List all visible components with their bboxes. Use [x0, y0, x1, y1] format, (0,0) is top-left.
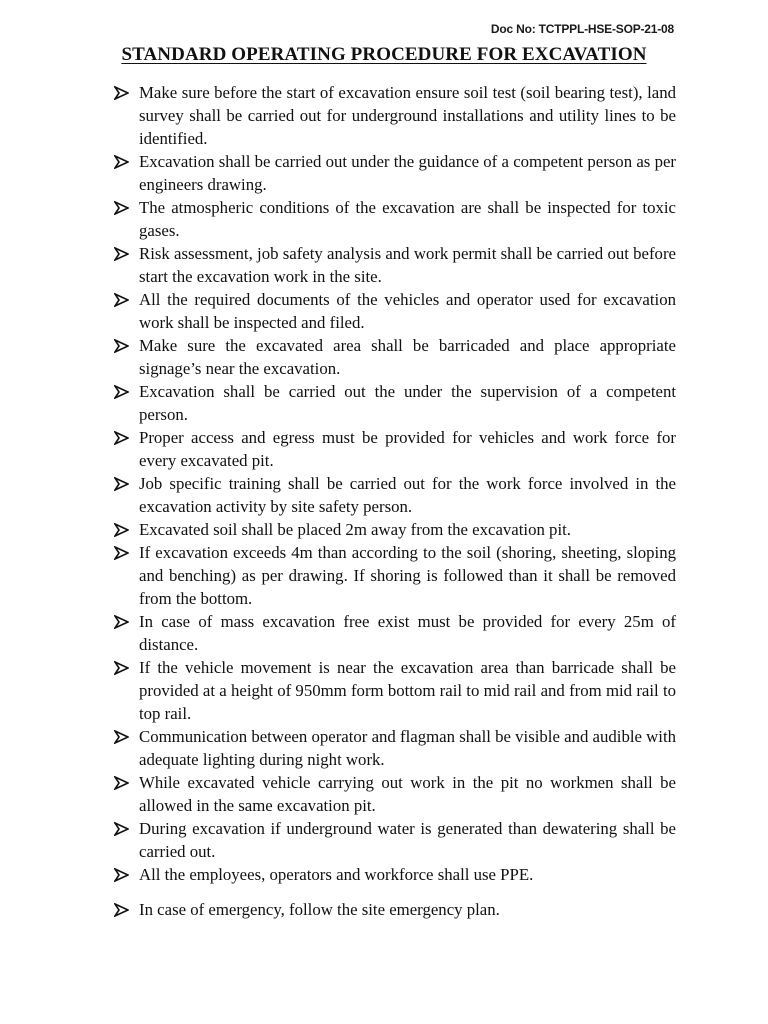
procedure-item — [114, 196, 676, 242]
arrowhead-bullet-icon — [114, 863, 132, 886]
arrowhead-bullet-icon — [114, 725, 132, 748]
arrowhead-bullet-icon — [114, 656, 132, 679]
procedure-item-text: Communication between operator and flagman shall be visible and audible with adequate lighting during night work. — [139, 727, 676, 769]
procedure-item-text: Risk assessment, job safety analysis and work permit shall be carried out before start the excavation work in the site. — [139, 244, 676, 286]
procedure-item-text: Excavation shall be carried out the under the supervision of a competent person. — [139, 382, 676, 424]
procedure-list — [114, 81, 676, 921]
procedure-item-text: In case of mass excavation free exist must be provided for every 25m of distance. — [139, 612, 676, 654]
procedure-item — [114, 898, 676, 921]
arrowhead-bullet-icon — [114, 380, 132, 403]
arrowhead-bullet-icon — [114, 288, 132, 311]
procedure-item — [114, 380, 676, 426]
procedure-item — [114, 150, 676, 196]
procedure-item — [114, 288, 676, 334]
procedure-item — [114, 610, 676, 656]
arrowhead-bullet-icon — [114, 334, 132, 357]
procedure-item — [114, 817, 676, 863]
procedure-item — [114, 334, 676, 380]
procedure-item — [114, 725, 676, 771]
procedure-item — [114, 518, 676, 541]
procedure-item — [114, 656, 676, 725]
procedure-item — [114, 472, 676, 518]
procedure-item-text: Excavated soil shall be placed 2m away from the excavation pit. — [139, 520, 571, 539]
procedure-item-text: Proper access and egress must be provided for vehicles and work force for every excavated pit. — [139, 428, 676, 470]
procedure-item-text: During excavation if underground water is generated than dewatering shall be carried out. — [139, 819, 676, 861]
arrowhead-bullet-icon — [114, 518, 132, 541]
procedure-item-text: All the required documents of the vehicles and operator used for excavation work shall be inspected and filed. — [139, 290, 676, 332]
procedure-item-text: Excavation shall be carried out under the guidance of a competent person as per engineers drawing. — [139, 152, 676, 194]
arrowhead-bullet-icon — [114, 196, 132, 219]
procedure-item — [114, 541, 676, 610]
procedure-item-text: The atmospheric conditions of the excavation are shall be inspected for toxic gases. — [139, 198, 676, 240]
procedure-item — [114, 242, 676, 288]
arrowhead-bullet-icon — [114, 150, 132, 173]
arrowhead-bullet-icon — [114, 472, 132, 495]
arrowhead-bullet-icon — [114, 771, 132, 794]
document-number: Doc No: TCTPPL-HSE-SOP-21-08 — [490, 22, 674, 36]
procedure-item-text: If the vehicle movement is near the excavation area than barricade shall be provided at a height of 950mm form bottom rail to mid rail and from mid rail to top rail. — [139, 658, 676, 723]
procedure-item-text: While excavated vehicle carrying out work in the pit no workmen shall be allowed in the same excavation pit. — [139, 773, 676, 815]
procedure-item-text: Job specific training shall be carried out for the work force involved in the excavation activity by site safety person. — [139, 474, 676, 516]
arrowhead-bullet-icon — [114, 898, 132, 921]
arrowhead-bullet-icon — [114, 426, 132, 449]
procedure-item-text: In case of emergency, follow the site emergency plan. — [139, 900, 500, 919]
arrowhead-bullet-icon — [114, 610, 132, 633]
procedure-item-text: Make sure the excavated area shall be barricaded and place appropriate signage’s near the excavation. — [139, 336, 676, 378]
arrowhead-bullet-icon — [114, 81, 132, 104]
procedure-item-text: If excavation exceeds 4m than according to the soil (shoring, sheeting, sloping and benching) as per drawing. If shoring is followed than it shall be removed from the bottom. — [139, 543, 676, 608]
procedure-item-text: All the employees, operators and workforce shall use PPE. — [139, 865, 534, 884]
arrowhead-bullet-icon — [114, 541, 132, 564]
procedure-item — [114, 771, 676, 817]
procedure-item — [114, 81, 676, 150]
arrowhead-bullet-icon — [114, 242, 132, 265]
arrowhead-bullet-icon — [114, 817, 132, 840]
page-title: STANDARD OPERATING PROCEDURE FOR EXCAVATION — [121, 44, 647, 65]
procedure-item-text: Make sure before the start of excavation ensure soil test (soil bearing test), land survey shall be carried out for underground installations and utility lines to be identified. — [139, 83, 676, 148]
procedure-item — [114, 426, 676, 472]
procedure-item — [114, 863, 676, 886]
